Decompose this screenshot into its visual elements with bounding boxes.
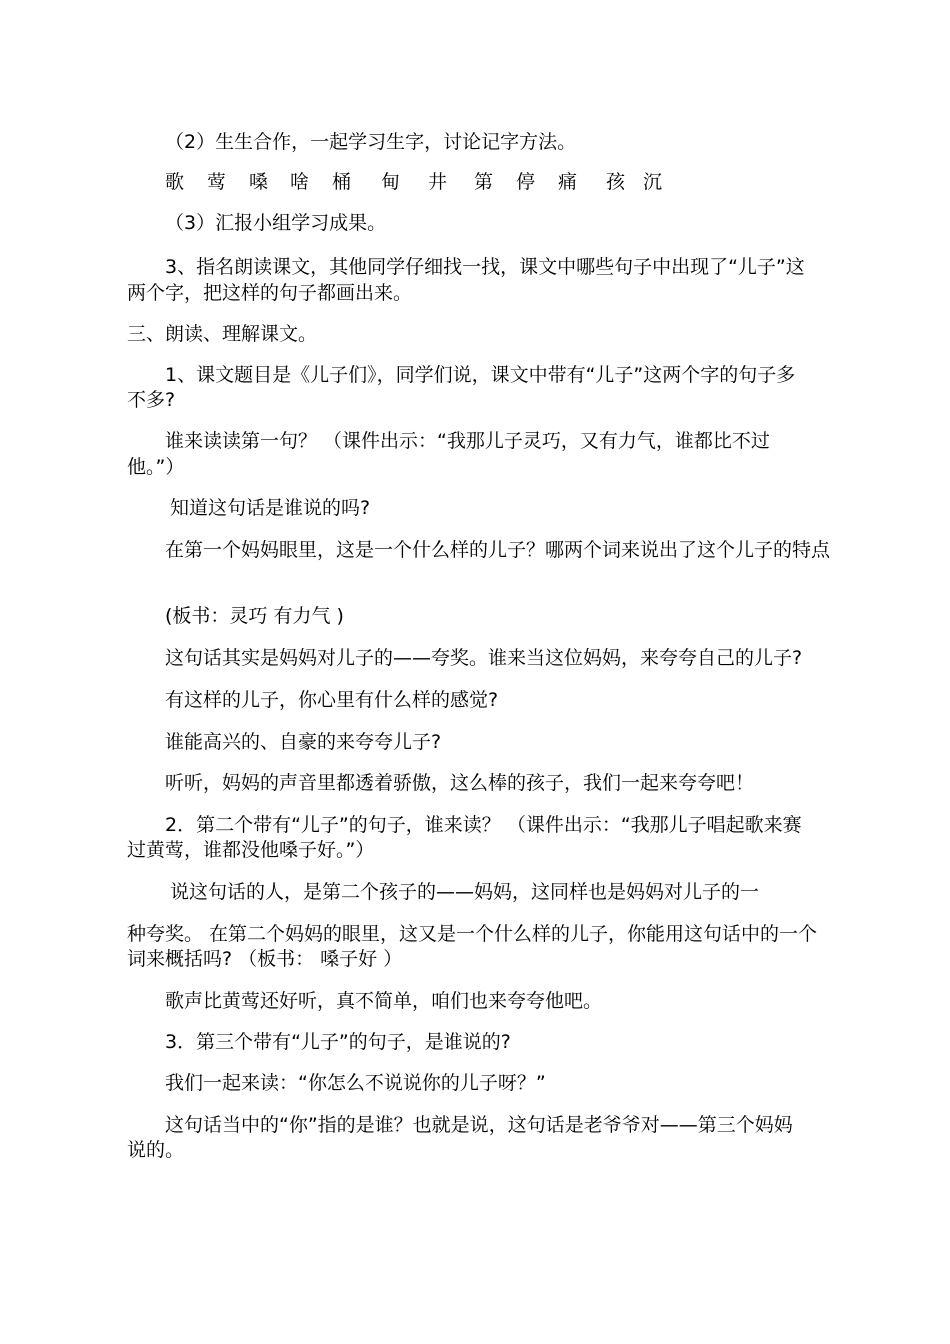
text-line-22: 歌声比黄莺还好听，真不简单，咱们也来夸夸他吧。 [165, 990, 603, 1012]
text-line-23: 3．第三个带有“儿子”的句子，是谁说的? [165, 1031, 511, 1053]
text-line-18: 过黄莺，谁都没他嗓子好。”） [127, 839, 375, 861]
text-line-10: 知道这句话是谁说的吗? [170, 497, 371, 519]
character: 沉 [643, 171, 663, 193]
text-line-4: 两个字，把这样的句子都画出来。 [127, 282, 413, 304]
text-line-11: 在第一个妈妈眼里，这是一个什么样的儿子？哪两个词来说出了这个儿子的特点 [165, 539, 831, 561]
text-line-13: 这句话其实是妈妈对儿子的——夸奖。谁来当这位妈妈，来夸夸自己的儿子? [165, 647, 803, 669]
text-line-8: 谁来读读第一句？ （课件出示：“我那儿子灵巧，又有力气，谁都比不过 [165, 430, 770, 452]
text-line-1: （2）生生合作，一起学习生字，讨论记字方法。 [165, 131, 577, 153]
character: 痛 [558, 171, 578, 193]
text-line-14: 有这样的儿子，你心里有什么样的感觉? [165, 689, 499, 711]
text-line-15: 谁能高兴的、自豪的来夸夸儿子? [165, 731, 442, 753]
text-line-21: 词来概括吗? （板书： 嗓子好 ） [127, 948, 403, 970]
character: 啥 [290, 171, 310, 193]
character: 桶 [332, 171, 352, 193]
text-line-20: 种夸奖。 在第二个妈妈的眼里，这又是一个什么样的儿子，你能用这句话中的一个 [127, 923, 818, 945]
text-line-9: 他。”） [127, 456, 185, 478]
character: 甸 [381, 171, 401, 193]
character: 井 [428, 171, 448, 193]
new-characters-row [0, 170, 950, 194]
section-heading: 三、朗读、理解课文。 [127, 323, 318, 345]
text-line-2: （3）汇报小组学习成果。 [165, 212, 387, 234]
text-line-19: 说这句话的人，是第二个孩子的——妈妈，这同样也是妈妈对儿子的一 [170, 881, 760, 903]
text-line-3: 3、指名朗读课文，其他同学仔细找一找，课文中哪些句子中出现了“儿子”这 [165, 256, 805, 278]
text-line-7: 不多? [127, 389, 176, 411]
text-line-17: 2．第二个带有“儿子”的句子，谁来读？ （课件出示：“我那儿子唱起歌来赛 [165, 814, 802, 836]
character: 停 [516, 171, 536, 193]
character: 第 [474, 171, 494, 193]
character: 歌 [165, 171, 185, 193]
text-line-24: 我们一起来读：“你怎么不说说你的儿子呀？” [165, 1072, 546, 1094]
text-line-16: 听听，妈妈的声音里都透着骄傲，这么棒的孩子，我们一起来夸夸吧！ [165, 772, 755, 794]
character: 莺 [207, 171, 227, 193]
text-line-25: 这句话当中的“你”指的是谁？也就是说，这句话是老爷爷对——第三个妈妈 [165, 1114, 793, 1136]
text-line-6: 1、课文题目是《儿子们》，同学们说，课文中带有“儿子”这两个字的句子多 [165, 364, 796, 386]
board-note-1: (板书：灵巧 有力气 ) [165, 605, 344, 627]
character: 嗓 [249, 171, 269, 193]
text-line-26: 说的。 [127, 1139, 185, 1161]
character: 孩 [606, 171, 626, 193]
